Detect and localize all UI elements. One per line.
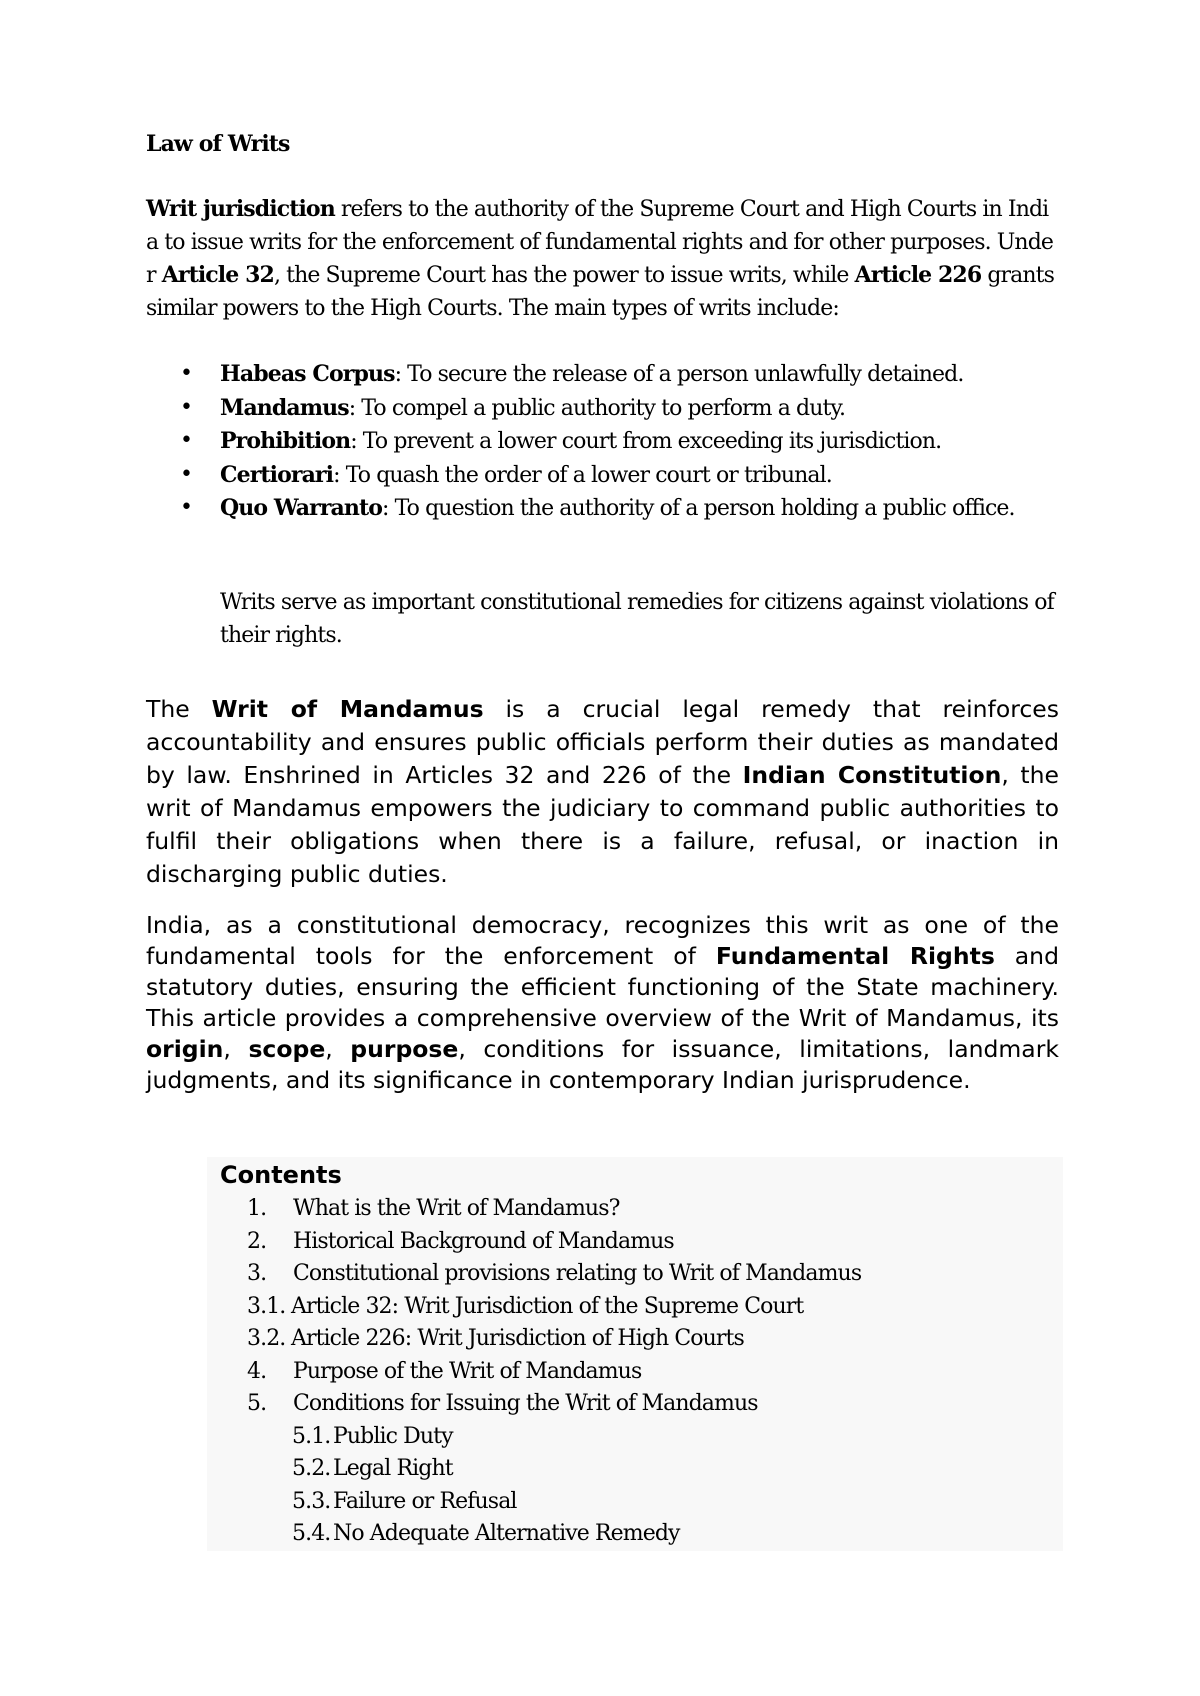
document-title: Law of Writs bbox=[146, 131, 290, 157]
toc-item-link[interactable]: Constitutional provisions relating to Writ of Mandamus bbox=[293, 1261, 862, 1286]
toc-item[interactable] bbox=[207, 1518, 1063, 1551]
toc-item-link[interactable]: Conditions for Issuing the Writ of Mandamus bbox=[293, 1391, 758, 1416]
toc-item[interactable] bbox=[207, 1323, 1063, 1356]
para2-text-2: and statutory duties, ensuring the efficient functioning of the State machinery. This article provides a comprehensive overview of the Writ of Mandamus, its bbox=[146, 942, 1059, 1032]
writ-description: : To prevent a lower court from exceeding its jurisdiction. bbox=[350, 429, 942, 454]
list-item-habeas-corpus bbox=[146, 358, 1059, 392]
toc-item[interactable] bbox=[207, 1486, 1063, 1519]
bullet-icon: • bbox=[180, 361, 193, 386]
toc-item-link[interactable]: Historical Background of Mandamus bbox=[293, 1228, 674, 1254]
mandamus-intro-paragraph bbox=[146, 693, 1059, 891]
intro-text-1: refers to the authority of the Supreme Court and High Courts in India to issue writs for the enforcement of fundamental rights and for other purposes. Under bbox=[146, 197, 1053, 288]
toc-item[interactable] bbox=[207, 1356, 1063, 1389]
writ-description: : To quash the order of a lower court or tribunal. bbox=[333, 462, 832, 488]
toc-item-number: 5.2. bbox=[292, 1456, 331, 1481]
toc-item-number: 3. bbox=[247, 1261, 267, 1286]
toc-item-number: 5.4. bbox=[292, 1521, 331, 1546]
toc-item[interactable] bbox=[207, 1388, 1063, 1421]
toc-item-number: 5.3. bbox=[292, 1488, 331, 1514]
writ-types-list bbox=[146, 358, 1059, 526]
para2-bold-origin: origin bbox=[146, 1035, 224, 1063]
toc-item-number: 4. bbox=[247, 1358, 267, 1384]
para1-bold-indian-constitution: Indian Constitution bbox=[742, 761, 1002, 789]
intro-bold-article-226: Article 226 bbox=[854, 262, 982, 288]
intro-bold-writ-jurisdiction: Writ jurisdiction bbox=[146, 196, 335, 222]
para2-text-5: , conditions for issuance, limitations, landmark judgments, and its significance in contemporary Indian jurisprudence. bbox=[146, 1035, 1059, 1094]
toc-item-link[interactable]: What is the Writ of Mandamus? bbox=[293, 1196, 620, 1221]
toc-item-link[interactable]: Public Duty bbox=[333, 1423, 453, 1449]
para2-bold-scope: scope bbox=[248, 1035, 326, 1063]
para2-bold-purpose: purpose bbox=[350, 1035, 459, 1063]
toc-item-number: 3.2. bbox=[247, 1326, 286, 1351]
contents-heading: Contents bbox=[220, 1161, 342, 1189]
intro-text-3: grants similar powers to the High Courts. The main types of writs include: bbox=[146, 263, 1054, 321]
writ-name: Certiorari bbox=[220, 461, 334, 488]
para1-text-2: is a crucial legal remedy that reinforces accountability and ensures public officials perform their duties as mandated by law. Enshrined in Articles 32 and 226 of the bbox=[146, 695, 1059, 789]
toc-item-number: 3.1. bbox=[247, 1293, 286, 1319]
toc-item-link[interactable]: Failure or Refusal bbox=[333, 1488, 517, 1514]
toc-item-number: 2. bbox=[247, 1228, 267, 1254]
toc-item-link[interactable]: No Adequate Alternative Remedy bbox=[333, 1521, 680, 1546]
para2-text-4: , bbox=[325, 1035, 351, 1063]
para1-bold-writ-of-mandamus: Writ of Mandamus bbox=[211, 695, 484, 723]
toc-item-link[interactable]: Article 32: Writ Jurisdiction of the Supreme Court bbox=[291, 1293, 804, 1319]
list-item-prohibition bbox=[146, 425, 1059, 459]
bullet-icon: • bbox=[180, 394, 193, 420]
toc-item-number: 5. bbox=[247, 1391, 267, 1416]
toc-item[interactable] bbox=[207, 1258, 1063, 1291]
table-of-contents bbox=[207, 1157, 1063, 1551]
bullet-icon: • bbox=[180, 495, 193, 520]
toc-item-number: 1. bbox=[247, 1196, 267, 1221]
toc-item-link[interactable]: Legal Right bbox=[333, 1456, 453, 1481]
writs-serve-paragraph: Writs serve as important constitutional remedies for citizens against violations of their rights. bbox=[220, 590, 1054, 648]
democracy-paragraph bbox=[146, 910, 1059, 1096]
list-item-mandamus bbox=[146, 392, 1059, 426]
writ-name: Prohibition bbox=[220, 428, 351, 454]
bullet-icon: • bbox=[180, 428, 193, 453]
intro-text-2: , the Supreme Court has the power to issue writs, while bbox=[273, 263, 855, 288]
bullet-icon: • bbox=[180, 461, 193, 487]
para2-bold-fundamental-rights: Fundamental Rights bbox=[715, 942, 995, 970]
intro-paragraph bbox=[146, 193, 1059, 325]
toc-item-link[interactable]: Article 226: Writ Jurisdiction of High Courts bbox=[291, 1326, 744, 1351]
intro-bold-article-32: Article 32 bbox=[161, 262, 274, 288]
para1-text-1: The bbox=[146, 695, 212, 723]
para1-text-3: , the writ of Mandamus empowers the judiciary to command public authorities to fulfil their obligations when there is a failure, refusal, or inaction in discharging public duties. bbox=[146, 761, 1059, 888]
para2-text-1: India, as a constitutional democracy, recognizes this writ as one of the fundamental tools for the enforcement of bbox=[146, 911, 1059, 970]
writ-name: Quo Warranto bbox=[220, 495, 383, 521]
toc-item[interactable] bbox=[207, 1421, 1063, 1454]
writ-description: : To compel a public authority to perform a duty. bbox=[348, 395, 846, 421]
para2-text-3: , bbox=[223, 1035, 249, 1063]
toc-item[interactable] bbox=[207, 1453, 1063, 1486]
toc-item-link[interactable]: Purpose of the Writ of Mandamus bbox=[293, 1358, 642, 1384]
writ-description: : To question the authority of a person holding a public office. bbox=[382, 496, 1015, 521]
writ-description: : To secure the release of a person unlawfully detained. bbox=[394, 362, 964, 387]
list-item-certiorari bbox=[146, 459, 1059, 493]
toc-item-number: 5.1. bbox=[292, 1423, 331, 1449]
writ-name: Mandamus bbox=[220, 394, 349, 421]
toc-item[interactable] bbox=[207, 1193, 1063, 1226]
toc-item[interactable] bbox=[207, 1226, 1063, 1259]
contents-list bbox=[207, 1193, 1063, 1551]
writ-name: Habeas Corpus bbox=[220, 361, 395, 387]
toc-item[interactable] bbox=[207, 1291, 1063, 1324]
list-item-quo-warranto bbox=[146, 492, 1059, 526]
